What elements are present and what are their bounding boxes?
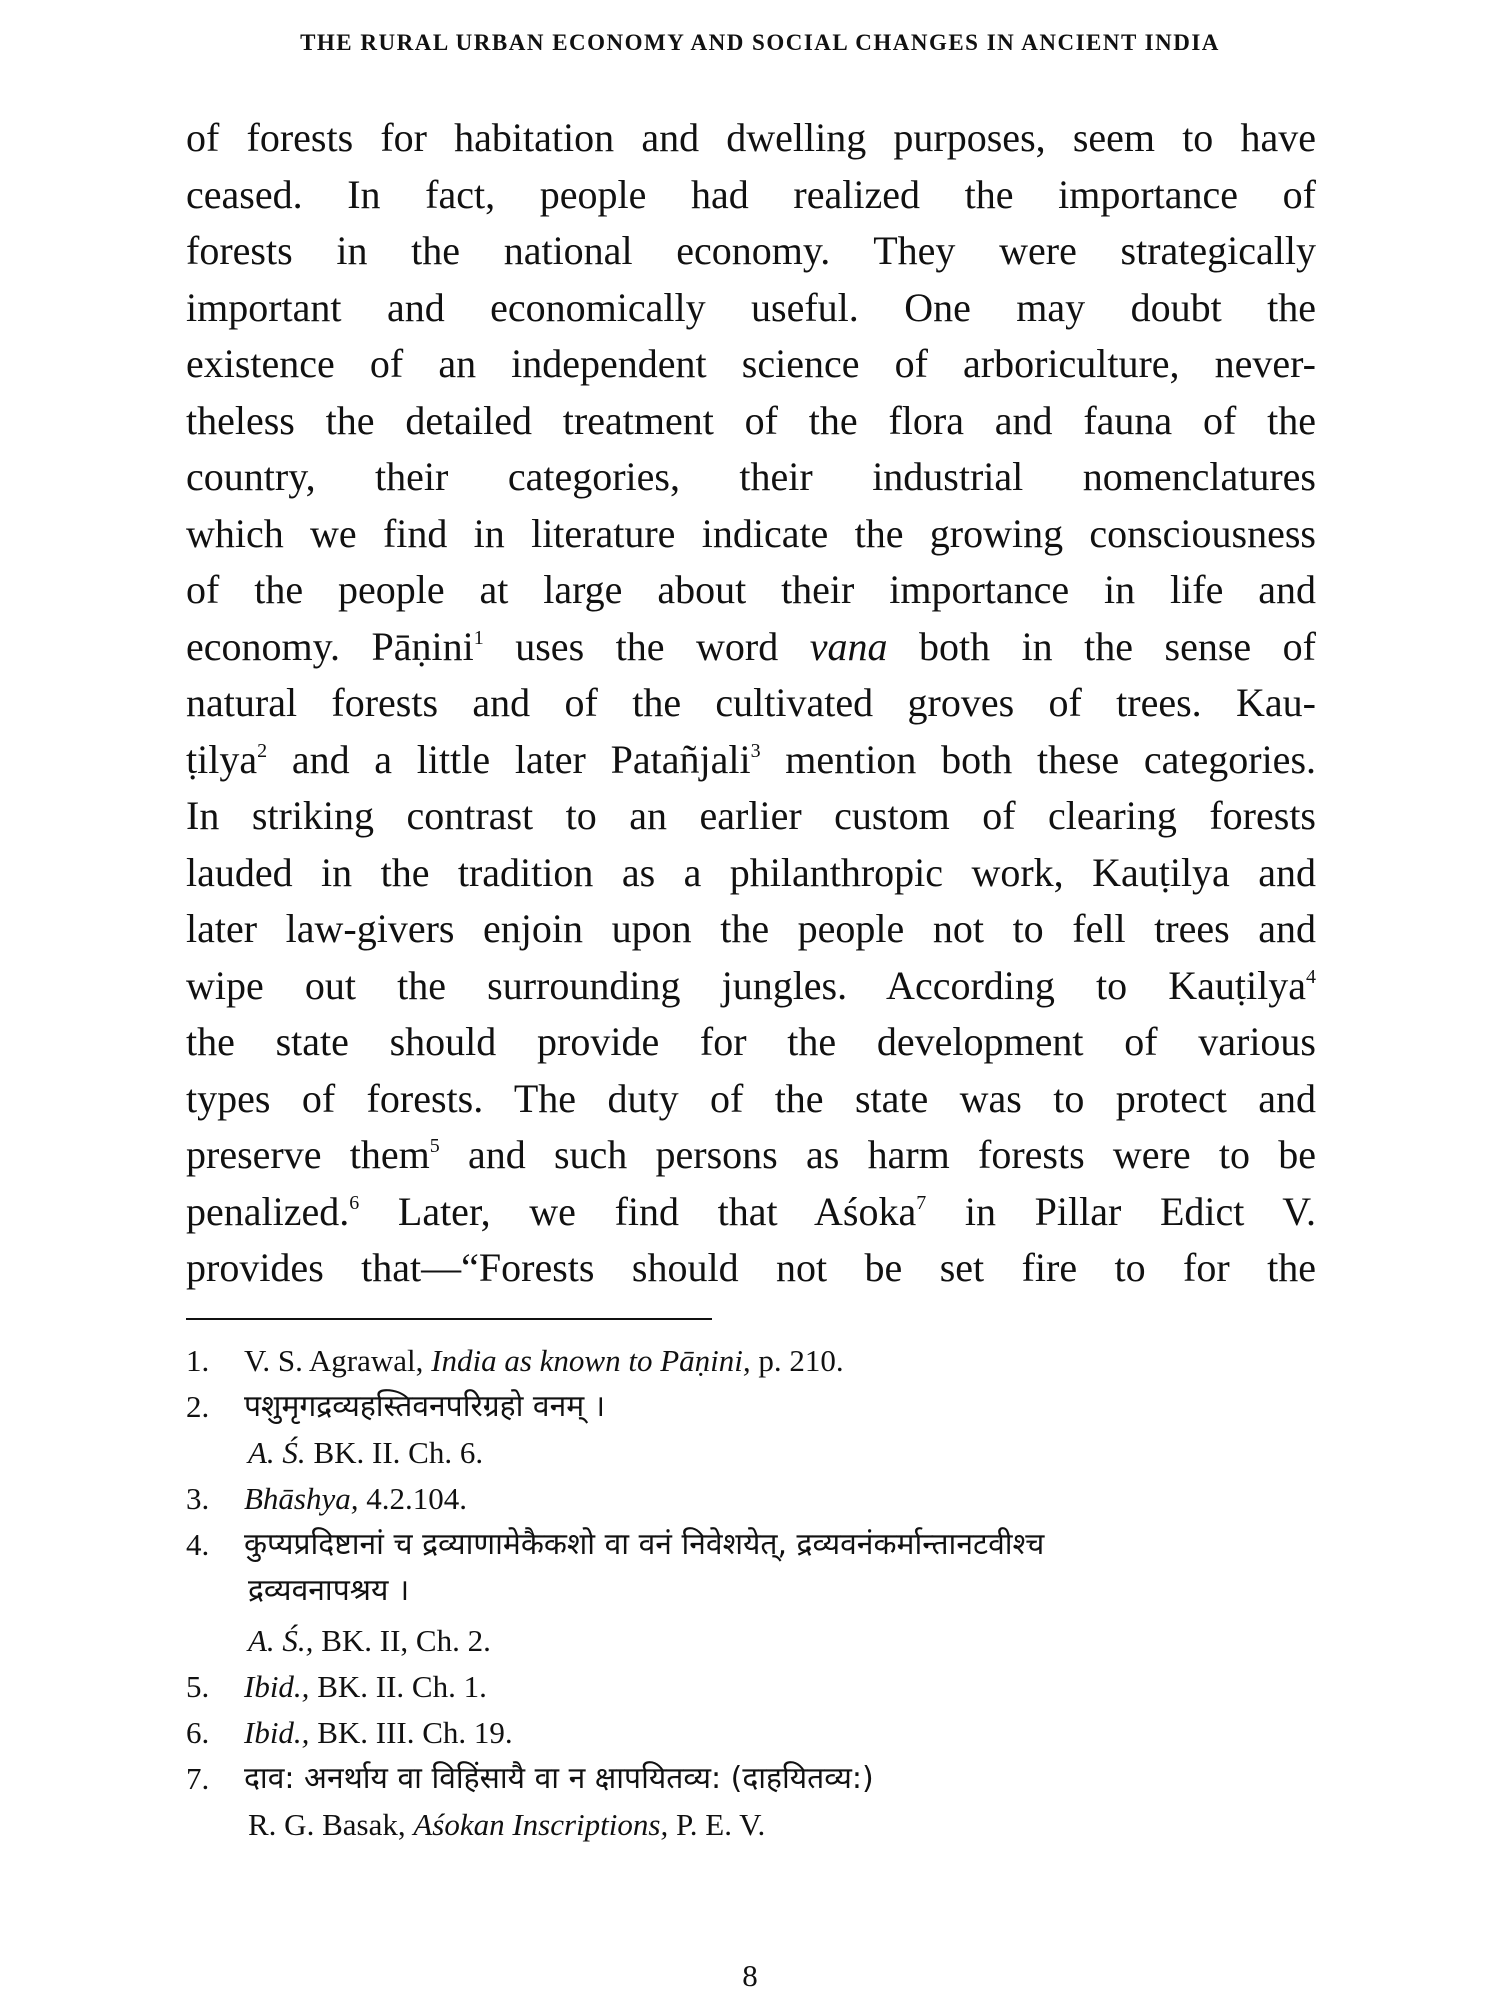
- text-run: BK. II. Ch. 6.: [305, 1435, 484, 1470]
- body-line: existence of an independent science of arboriculture, never-: [186, 341, 1316, 386]
- text-run: BK. II, Ch. 2.: [313, 1623, 491, 1658]
- body-line: natural forests and of the cultivated groves of trees. Kau-: [186, 680, 1316, 725]
- text-run: economy. Pāṇini: [186, 623, 474, 669]
- body-line: country, their categories, their industrial nomenclatures: [186, 454, 1316, 499]
- footnote-ref[interactable]: 7: [916, 1191, 927, 1214]
- footnote-number: 2.: [186, 1389, 210, 1424]
- body-line: which we find in literature indicate the growing consciousness: [186, 510, 1316, 556]
- text-run: V. S. Agrawal,: [244, 1343, 432, 1378]
- footnotes: [186, 1338, 1326, 1848]
- book-title: Bhāshya,: [244, 1481, 359, 1516]
- text-run: P. E. V.: [668, 1807, 766, 1842]
- body-line: of the people at large about their importance in life and: [186, 567, 1316, 612]
- footnote-ref[interactable]: 1: [473, 626, 484, 649]
- body-line: [186, 619, 1316, 676]
- body-line: later law-givers enjoin upon the people not to fell trees and: [186, 906, 1316, 951]
- text-run: BK. III. Ch. 19.: [309, 1715, 513, 1750]
- sanskrit-quote: द्रव्यवनापश्रय ।: [248, 1573, 410, 1608]
- footnote-4-continued: [186, 1568, 1326, 1614]
- body-line: ceased. In fact, people had realized the importance of: [186, 171, 1316, 217]
- sanskrit-quote: कुप्यप्रदिष्टानां च द्रव्याणामेकैकशो वा वनं निवेशयेत्, द्रव्यवनंकर्मान्तानटवीश्च: [244, 1527, 1045, 1562]
- body-line: important and economically useful. One may doubt the: [186, 284, 1316, 330]
- text-run: preserve them: [186, 1132, 430, 1177]
- body-line: theless the detailed treatment of the flora and fauna of the: [186, 397, 1316, 443]
- footnote-7-citation: [186, 1802, 1326, 1848]
- footnote-number: 7.: [186, 1761, 210, 1796]
- footnote-number: 4.: [186, 1527, 210, 1562]
- footnote-4-citation: [186, 1618, 1326, 1664]
- footnote-7: [186, 1756, 1326, 1802]
- footnote-3: [186, 1476, 1326, 1522]
- body-line: [186, 732, 1316, 789]
- footnote-2-citation: [186, 1430, 1326, 1476]
- footnote-5: [186, 1664, 1326, 1710]
- body-line: provides that—“Forests should not be set fire to for the: [186, 1245, 1316, 1290]
- footnote-number: 3.: [186, 1481, 210, 1516]
- book-title: Aśokan Inscriptions,: [413, 1807, 669, 1842]
- page-number: 8: [742, 1958, 758, 1993]
- footnote-number: 6.: [186, 1715, 210, 1750]
- text-run: mention both these categories.: [760, 736, 1316, 782]
- footnote-ref[interactable]: 6: [349, 1191, 360, 1214]
- source-abbrev: A. Ś.: [248, 1435, 306, 1470]
- body-line: In striking contrast to an earlier custom of clearing forests: [186, 793, 1316, 838]
- body-line: of forests for habitation and dwelling purposes, seem to have: [186, 115, 1316, 160]
- text-run: and such persons as harm forests were to be: [439, 1132, 1316, 1177]
- text-run: Later, we find that Aśoka: [359, 1188, 917, 1234]
- running-head: THE RURAL URBAN ECONOMY AND SOCIAL CHANGES IN ANCIENT INDIA: [300, 30, 1220, 55]
- body-line: [186, 1127, 1316, 1184]
- sanskrit-term: vana: [809, 623, 888, 669]
- text-run: 4.2.104.: [358, 1481, 468, 1516]
- footnote-ref[interactable]: 3: [750, 739, 761, 762]
- footnote-2: [186, 1384, 1326, 1430]
- footnote-ref[interactable]: 5: [429, 1135, 440, 1157]
- footnote-ref[interactable]: 4: [1306, 965, 1316, 988]
- footnote-number: 1.: [186, 1343, 210, 1378]
- body-line: types of forests. The duty of the state was to protect and: [186, 1075, 1316, 1121]
- source-abbrev: Ibid.,: [244, 1669, 310, 1704]
- footnote-divider: [186, 1318, 712, 1320]
- text-run: in Pillar Edict V.: [926, 1188, 1316, 1234]
- source-abbrev: A. Ś.,: [248, 1623, 314, 1658]
- footnote-ref[interactable]: 2: [257, 739, 268, 762]
- text-run: penalized.: [186, 1188, 350, 1234]
- footnote-6: [186, 1710, 1326, 1756]
- body-line: lauded in the tradition as a philanthropic work, Kauṭilya and: [186, 849, 1316, 895]
- body-line: the state should provide for the development of various: [186, 1019, 1316, 1064]
- footnote-number: 5.: [186, 1669, 210, 1704]
- text-run: wipe out the surrounding jungles. According to Kauṭilya: [186, 962, 1306, 1008]
- body-line: [186, 958, 1316, 1015]
- source-abbrev: Ibid.,: [244, 1715, 310, 1750]
- footnote-1: [186, 1338, 1326, 1384]
- sanskrit-quote: पशुमृगद्रव्यहस्तिवनपरिग्रहो वनम् ।: [244, 1389, 606, 1424]
- body-line: [186, 1184, 1316, 1241]
- sanskrit-quote: दाव: अनर्थाय वा विहिंसायै वा न क्षापयितव्य: (दाहयितव्य:): [244, 1761, 874, 1796]
- text-run: uses the word: [483, 623, 810, 669]
- text-run: both in the sense of: [887, 623, 1316, 669]
- text-run: R. G. Basak,: [248, 1807, 414, 1842]
- text-run: and a little later Patañjali: [267, 736, 751, 782]
- text-run: p. 210.: [750, 1343, 844, 1378]
- body-text: [186, 110, 1316, 1297]
- text-run: BK. II. Ch. 1.: [309, 1669, 487, 1704]
- book-title: India as known to Pāṇini,: [431, 1343, 751, 1378]
- body-line: forests in the national economy. They were strategically: [186, 228, 1316, 273]
- text-run: ṭilya: [186, 736, 258, 782]
- footnote-4: [186, 1522, 1326, 1568]
